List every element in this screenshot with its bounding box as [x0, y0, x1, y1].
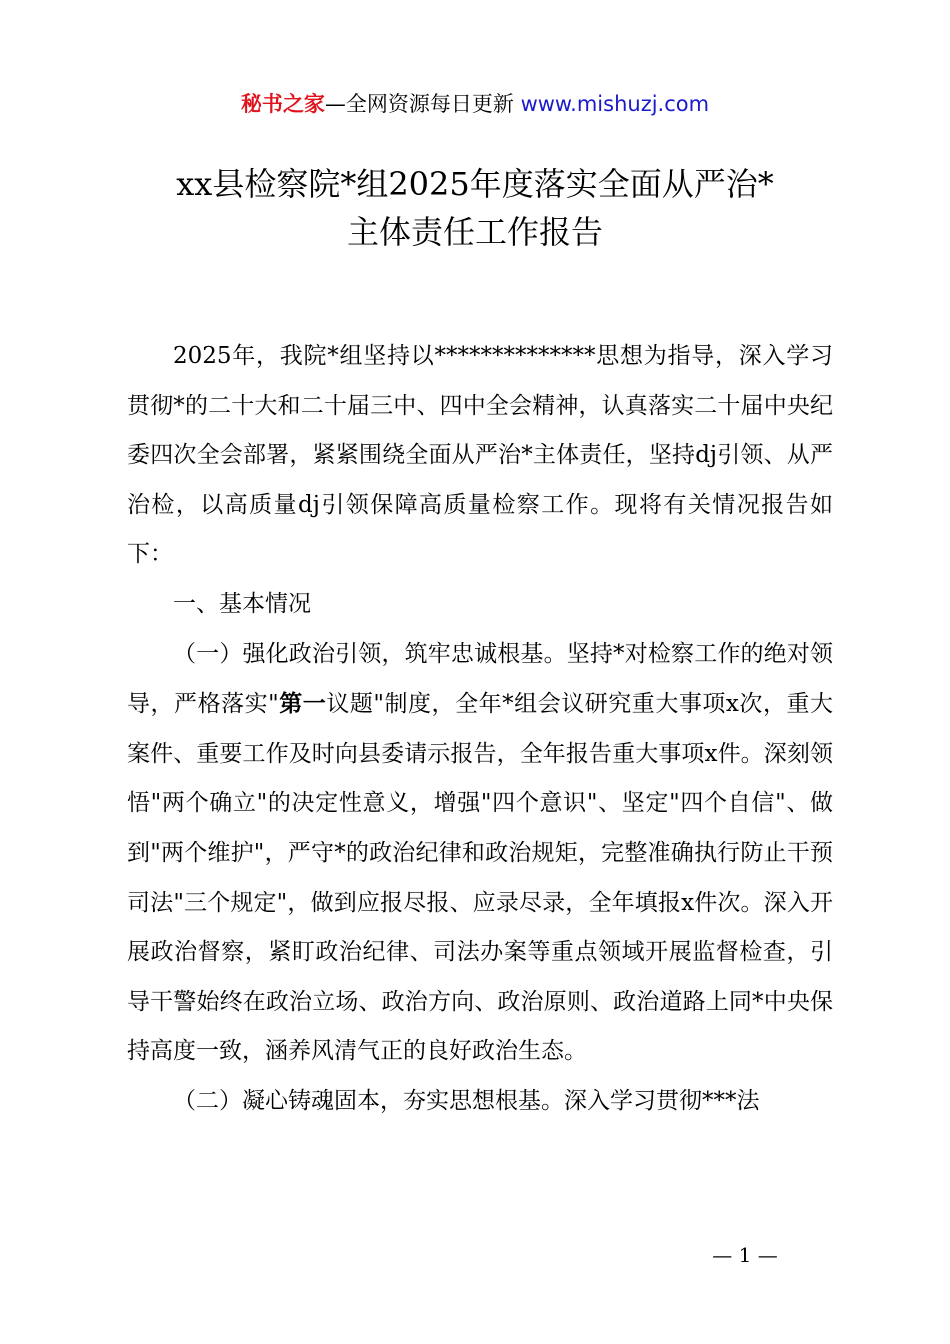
site-url-link[interactable]: www.mishuzj.com	[520, 92, 710, 116]
site-header	[0, 88, 950, 120]
document-title	[0, 160, 950, 256]
section-heading-basic-situation: 一、基本情况	[173, 590, 311, 617]
paragraph-ideological-foundation: （二）凝心铸魂固本，夯实思想根基。深入学习贯彻***法	[173, 1087, 760, 1114]
document-title-line-2: 主体责任工作报告	[346, 213, 603, 251]
document-title-line-1: xx县检察院*组2025年度落实全面从严治*	[176, 165, 774, 203]
document-body	[127, 332, 833, 1127]
paragraph-political-leadership-start: （一）强化政治引领，筑牢忠诚根基。坚持*对检察工作的绝对领导，严格落实"	[127, 640, 833, 718]
site-brand: 秘书之家	[240, 92, 325, 116]
paragraph-political-leadership	[127, 630, 833, 1077]
site-slogan: —全网资源每日更新	[324, 92, 514, 116]
paragraph-intro: 2025年，我院*组坚持以**************思想为指导，深入学习贯彻*的二十大和二十届三中、四中全会精神，认真落实二十届中央纪委四次全会部署，紧紧围绕全面从严治*主体责任，坚持dj引领、从严治检，以高质量dj引领保障高质量检察工作。现将有关情况报告如下：	[127, 343, 833, 568]
bold-term-first: 第一	[278, 690, 327, 718]
paragraph-political-leadership-rest: 议题"制度，全年*组会议研究重大事项x次，重大案件、重要工作及时向县委请示报告，全年报告重大事项x件。深刻领悟"两个确立"的决定性意义，增强"四个意识"、坚定"四个自信"、做到"两个维护"，严守*的政治纪律和政治规矩，完整准确执行防止干预司法"三个规定"，做到应报尽报、应录尽录，全年填报x件次。深入开展政治督察，紧盯政治纪律、司法办案等重点领域开展监督检查，引导干警始终在政治立场、政治方向、政治原则、政治道路上同*中央保持高度一致，涵养风清气正的良好政治生态。	[127, 691, 833, 1065]
page-number: — 1 —	[712, 1243, 778, 1267]
